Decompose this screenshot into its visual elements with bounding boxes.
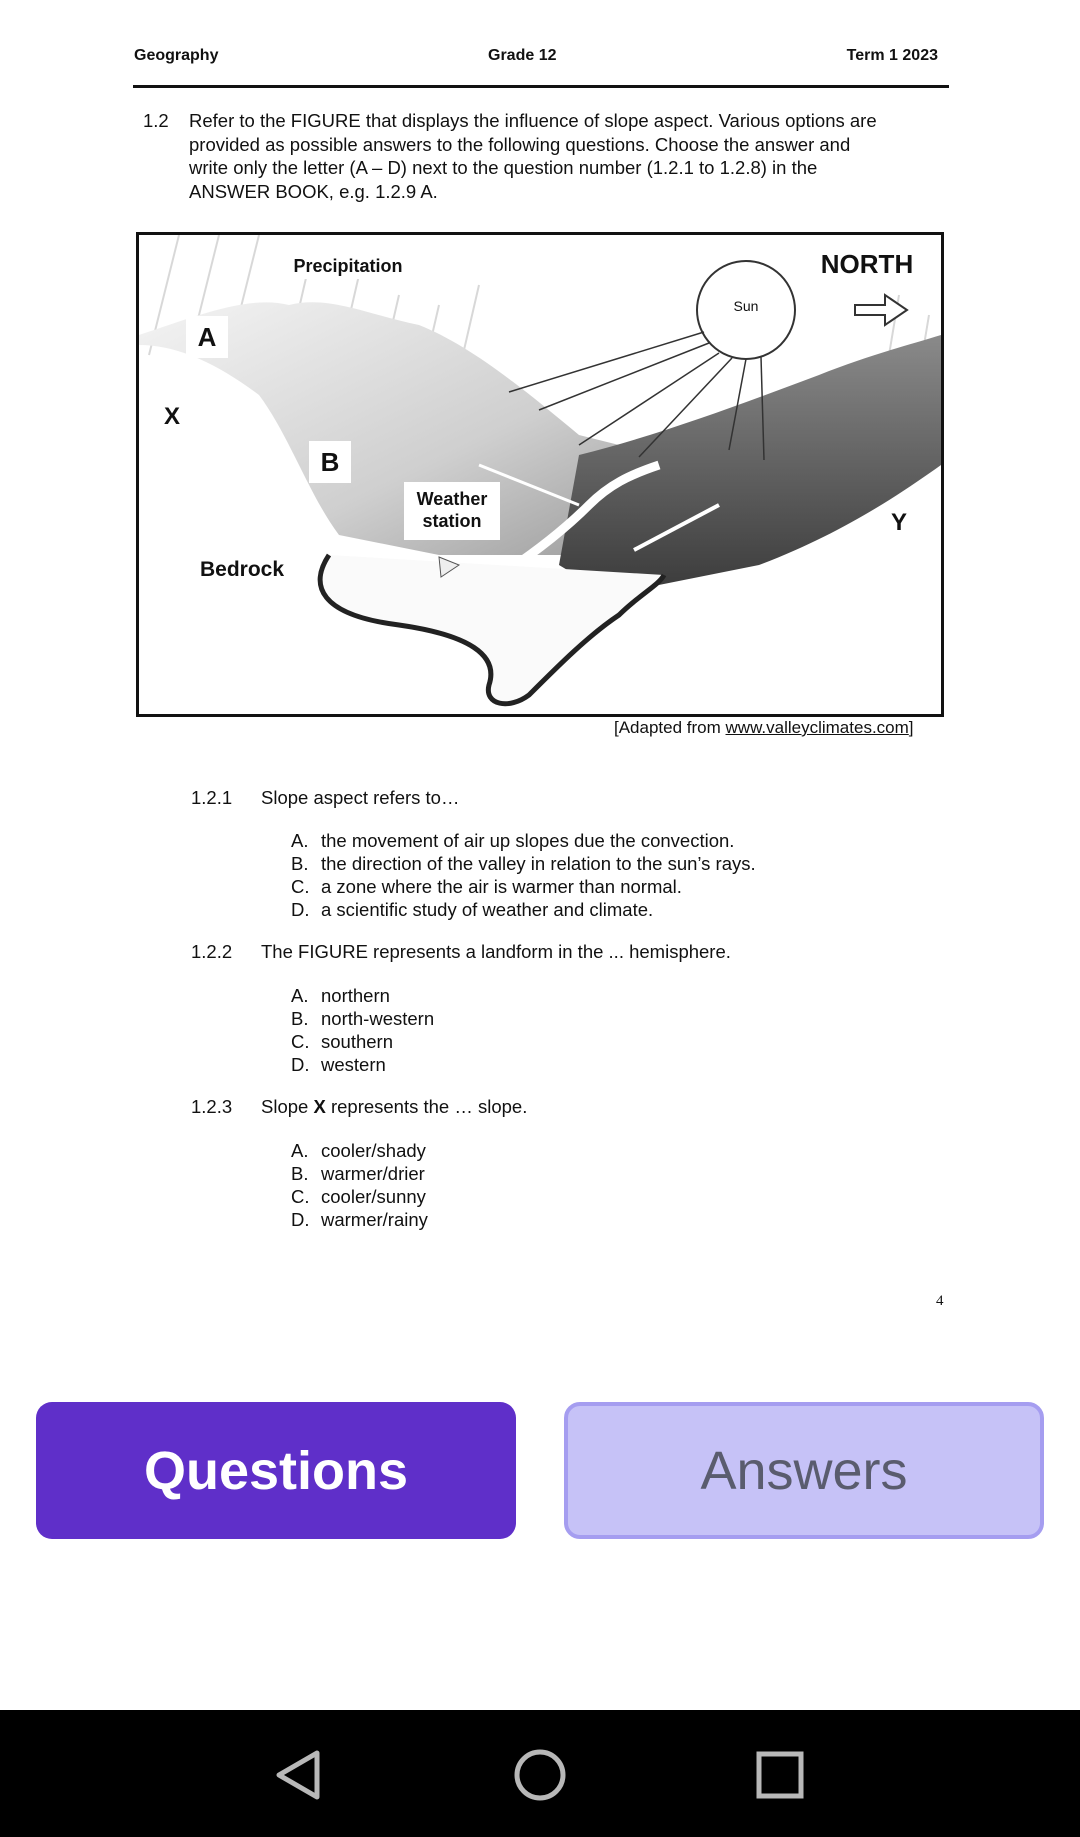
instruction-line: provided as possible answers to the following questions. Choose the answer and (189, 133, 851, 155)
home-icon[interactable] (505, 1740, 575, 1810)
subquestion-number: 1.2.1 (191, 787, 233, 808)
option-letter: D. (291, 899, 310, 920)
recents-icon[interactable] (745, 1740, 815, 1810)
sun-label: Sun (733, 298, 759, 314)
grade-label: Grade 12 (488, 47, 557, 64)
option-text: cooler/shady (321, 1140, 426, 1161)
option-text: north-western (321, 1008, 435, 1029)
option-text: cooler/sunny (321, 1186, 426, 1207)
precipitation-label: Precipitation (287, 253, 409, 279)
header-divider (133, 85, 949, 88)
stem-bold: X (313, 1096, 326, 1117)
option-letter: B. (291, 1163, 309, 1184)
option-text: the direction of the valley in relation to the sun’s rays. (321, 853, 756, 874)
source-suffix: ] (908, 718, 914, 737)
page-number: 4 (936, 1293, 944, 1309)
option-letter: D. (291, 1054, 310, 1075)
source-prefix: [Adapted from (614, 718, 726, 737)
bedrock-label: Bedrock (199, 558, 285, 581)
subquestion-stem: Slope aspect refers to… (261, 787, 460, 808)
option-letter: D. (291, 1209, 310, 1230)
north-label: NORTH (820, 249, 914, 279)
subquestion-stem: The FIGURE represents a landform in the ... hemisphere. (261, 941, 731, 962)
figure-source (614, 718, 914, 738)
subquestion-number: 1.2.2 (191, 941, 233, 962)
question-instructions (189, 109, 989, 203)
term-label: Term 1 2023 (846, 47, 938, 64)
subject-label: Geography (134, 47, 219, 64)
bedrock-outline (320, 555, 664, 704)
subquestion-stem (261, 1096, 527, 1118)
option-letter: B. (291, 853, 309, 874)
question-number: 1.2 (143, 110, 169, 131)
stem-part: represents the … slope. (325, 1096, 528, 1117)
valley-illustration (139, 235, 941, 714)
document-header (134, 47, 948, 71)
point-b-label: B (309, 441, 351, 483)
questions-button[interactable]: Questions (36, 1402, 516, 1539)
option-text: a scientific study of weather and climate. (321, 899, 654, 920)
weather-station-line: Weather (416, 489, 488, 509)
option-letter: A. (291, 830, 309, 851)
sunny-slope (559, 335, 941, 595)
option-text: northern (321, 985, 390, 1006)
source-link[interactable]: www.valleyclimates.com (725, 718, 909, 737)
instruction-line: write only the letter (A – D) next to the question number (1.2.1 to 1.2.8) in the (189, 157, 818, 178)
option-letter: B. (291, 1008, 309, 1029)
instruction-line: ANSWER BOOK, e.g. 1.2.9 A. (189, 180, 438, 202)
option-text: a zone where the air is warmer than normal. (321, 876, 682, 897)
option-letter: C. (291, 876, 310, 897)
option-text: southern (321, 1031, 393, 1052)
answers-button[interactable]: Answers (564, 1402, 1044, 1539)
option-text: warmer/drier (321, 1163, 425, 1184)
point-a-label: A (186, 316, 228, 358)
option-letter: A. (291, 985, 309, 1006)
navigation-bar (0, 1710, 1080, 1837)
option-text: warmer/rainy (321, 1209, 428, 1230)
slope-x-label: X (163, 403, 180, 430)
option-letter: C. (291, 1031, 310, 1052)
slope-aspect-figure (136, 232, 944, 717)
option-text: western (321, 1054, 386, 1075)
option-letter: A. (291, 1140, 309, 1161)
weather-station-label (404, 482, 500, 540)
option-text: the movement of air up slopes due the convection. (321, 830, 735, 851)
option-letter: C. (291, 1186, 310, 1207)
subquestion-number: 1.2.3 (191, 1096, 233, 1117)
weather-station-line: station (422, 511, 482, 531)
stem-part: Slope (261, 1096, 314, 1117)
instruction-line: Refer to the FIGURE that displays the influence of slope aspect. Various options are (189, 110, 877, 131)
back-icon[interactable] (265, 1740, 335, 1810)
slope-y-label: Y (890, 509, 907, 536)
